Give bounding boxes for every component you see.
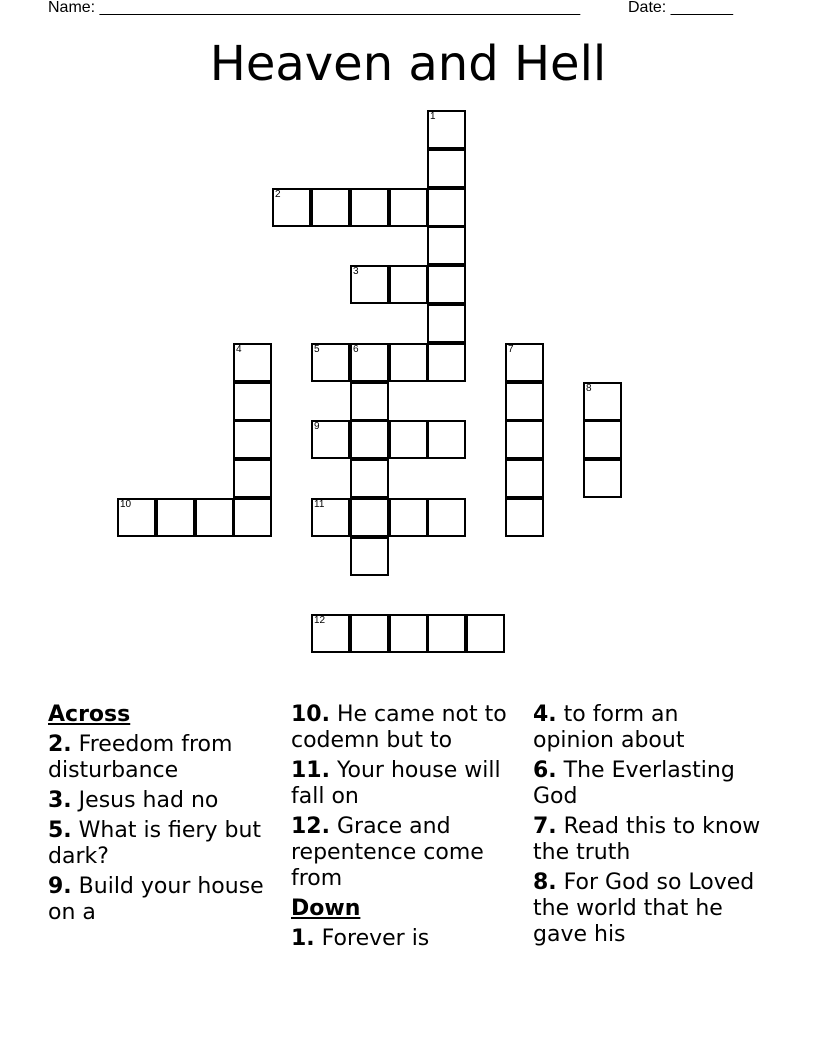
crossword-cell[interactable] <box>505 343 544 382</box>
crossword-cell[interactable] <box>311 498 350 537</box>
crossword-cell[interactable] <box>389 265 428 304</box>
clue-text: The Everlasting God <box>533 758 735 809</box>
clue-number: 11. <box>291 758 330 783</box>
crossword-cell[interactable] <box>427 110 466 149</box>
crossword-cell[interactable] <box>311 614 350 653</box>
clue-number-label: 8 <box>586 383 592 394</box>
crossword-cell[interactable] <box>505 498 544 537</box>
clue-down-8 <box>533 870 763 948</box>
clue-number-label: 1 <box>430 111 436 122</box>
crossword-cell[interactable] <box>233 420 272 459</box>
crossword-cell[interactable] <box>389 188 428 227</box>
crossword-cell[interactable] <box>427 343 466 382</box>
clue-number: 2. <box>48 732 72 757</box>
crossword-cell[interactable] <box>427 304 466 343</box>
clue-text: Freedom from disturbance <box>48 732 233 783</box>
crossword-cell[interactable] <box>233 343 272 382</box>
crossword-cell[interactable] <box>350 498 389 537</box>
crossword-cell[interactable] <box>466 614 505 653</box>
crossword-cell[interactable] <box>156 498 195 537</box>
crossword-cell[interactable] <box>350 537 389 576</box>
clue-number: 4. <box>533 702 557 727</box>
clue-text: Your house will fall on <box>291 758 501 809</box>
crossword-cell[interactable] <box>505 459 544 498</box>
crossword-cell[interactable] <box>350 265 389 304</box>
clue-number-label: 7 <box>508 344 514 355</box>
clue-number: 1. <box>291 926 315 951</box>
crossword-cell[interactable] <box>583 382 622 421</box>
down-heading: Down <box>291 896 361 921</box>
clue-across-5 <box>48 818 278 870</box>
clue-down-6 <box>533 758 763 810</box>
crossword-cell[interactable] <box>389 420 428 459</box>
clue-text: What is fiery but dark? <box>48 818 262 869</box>
clue-across-9 <box>48 874 278 926</box>
clue-number-label: 6 <box>353 344 359 355</box>
clue-text: Grace and repentence come from <box>291 814 484 891</box>
crossword-cell[interactable] <box>427 149 466 188</box>
crossword-cell[interactable] <box>233 459 272 498</box>
crossword-cell[interactable] <box>350 459 389 498</box>
crossword-cell[interactable] <box>427 420 466 459</box>
crossword-cell[interactable] <box>233 498 272 537</box>
crossword-cell[interactable] <box>311 188 350 227</box>
crossword-cell[interactable] <box>233 382 272 421</box>
crossword-cell[interactable] <box>195 498 234 537</box>
clue-text: Read this to know the truth <box>533 814 761 865</box>
crossword-cell[interactable] <box>505 420 544 459</box>
name-field[interactable]: Name: ______________________________________________________ <box>48 0 581 16</box>
page-title: Heaven and Hell <box>209 36 607 92</box>
clue-number: 7. <box>533 814 557 839</box>
crossword-cell[interactable] <box>583 420 622 459</box>
clue-number: 12. <box>291 814 330 839</box>
clue-across-11 <box>291 758 521 810</box>
clue-across-10 <box>291 702 521 754</box>
crossword-cell[interactable] <box>427 265 466 304</box>
crossword-cell[interactable] <box>350 343 389 382</box>
crossword-cell[interactable] <box>389 343 428 382</box>
clue-number: 3. <box>48 788 72 813</box>
date-field[interactable]: Date: _______ <box>628 0 733 16</box>
crossword-cell[interactable] <box>427 498 466 537</box>
clue-number-label: 10 <box>120 499 132 510</box>
clues-column-1 <box>48 702 278 930</box>
clue-text: Forever is <box>321 926 430 951</box>
clue-number: 9. <box>48 874 72 899</box>
crossword-cell[interactable] <box>583 459 622 498</box>
clue-down-4 <box>533 702 763 754</box>
clue-text: Build your house on a <box>48 874 264 925</box>
crossword-cell[interactable] <box>350 614 389 653</box>
clue-number: 6. <box>533 758 557 783</box>
crossword-cell[interactable] <box>350 420 389 459</box>
clue-text: He came not to codemn but to <box>291 702 507 753</box>
clue-number: 5. <box>48 818 72 843</box>
clue-number-label: 2 <box>275 189 281 200</box>
clue-across-3 <box>48 788 278 814</box>
clue-down-7 <box>533 814 763 866</box>
crossword-cell[interactable] <box>350 188 389 227</box>
clue-number-label: 12 <box>314 615 326 626</box>
crossword-cell[interactable] <box>427 614 466 653</box>
clue-number-label: 11 <box>314 499 325 510</box>
crossword-cell[interactable] <box>505 382 544 421</box>
clue-text: Jesus had no <box>78 788 219 813</box>
clue-text: For God so Loved the world that he gave his <box>533 870 755 947</box>
clue-number-label: 4 <box>236 344 242 355</box>
clue-number: 10. <box>291 702 330 727</box>
crossword-cell[interactable] <box>272 188 311 227</box>
clue-number-label: 5 <box>314 344 320 355</box>
crossword-cell[interactable] <box>311 420 350 459</box>
crossword-cell[interactable] <box>427 226 466 265</box>
crossword-cell[interactable] <box>350 382 389 421</box>
clue-number-label: 9 <box>314 421 320 432</box>
clue-number-label: 3 <box>353 266 359 277</box>
clue-across-2 <box>48 732 278 784</box>
clue-across-12 <box>291 814 521 892</box>
clues-column-2 <box>291 702 521 956</box>
crossword-cell[interactable] <box>389 614 428 653</box>
clue-down-1 <box>291 926 521 952</box>
across-heading: Across <box>48 702 131 727</box>
crossword-cell[interactable] <box>389 498 428 537</box>
clues-column-3 <box>533 702 763 952</box>
clue-text: to form an opinion about <box>533 702 685 753</box>
crossword-cell[interactable] <box>427 188 466 227</box>
clue-number: 8. <box>533 870 557 895</box>
crossword-cell[interactable] <box>311 343 350 382</box>
crossword-cell[interactable] <box>117 498 156 537</box>
